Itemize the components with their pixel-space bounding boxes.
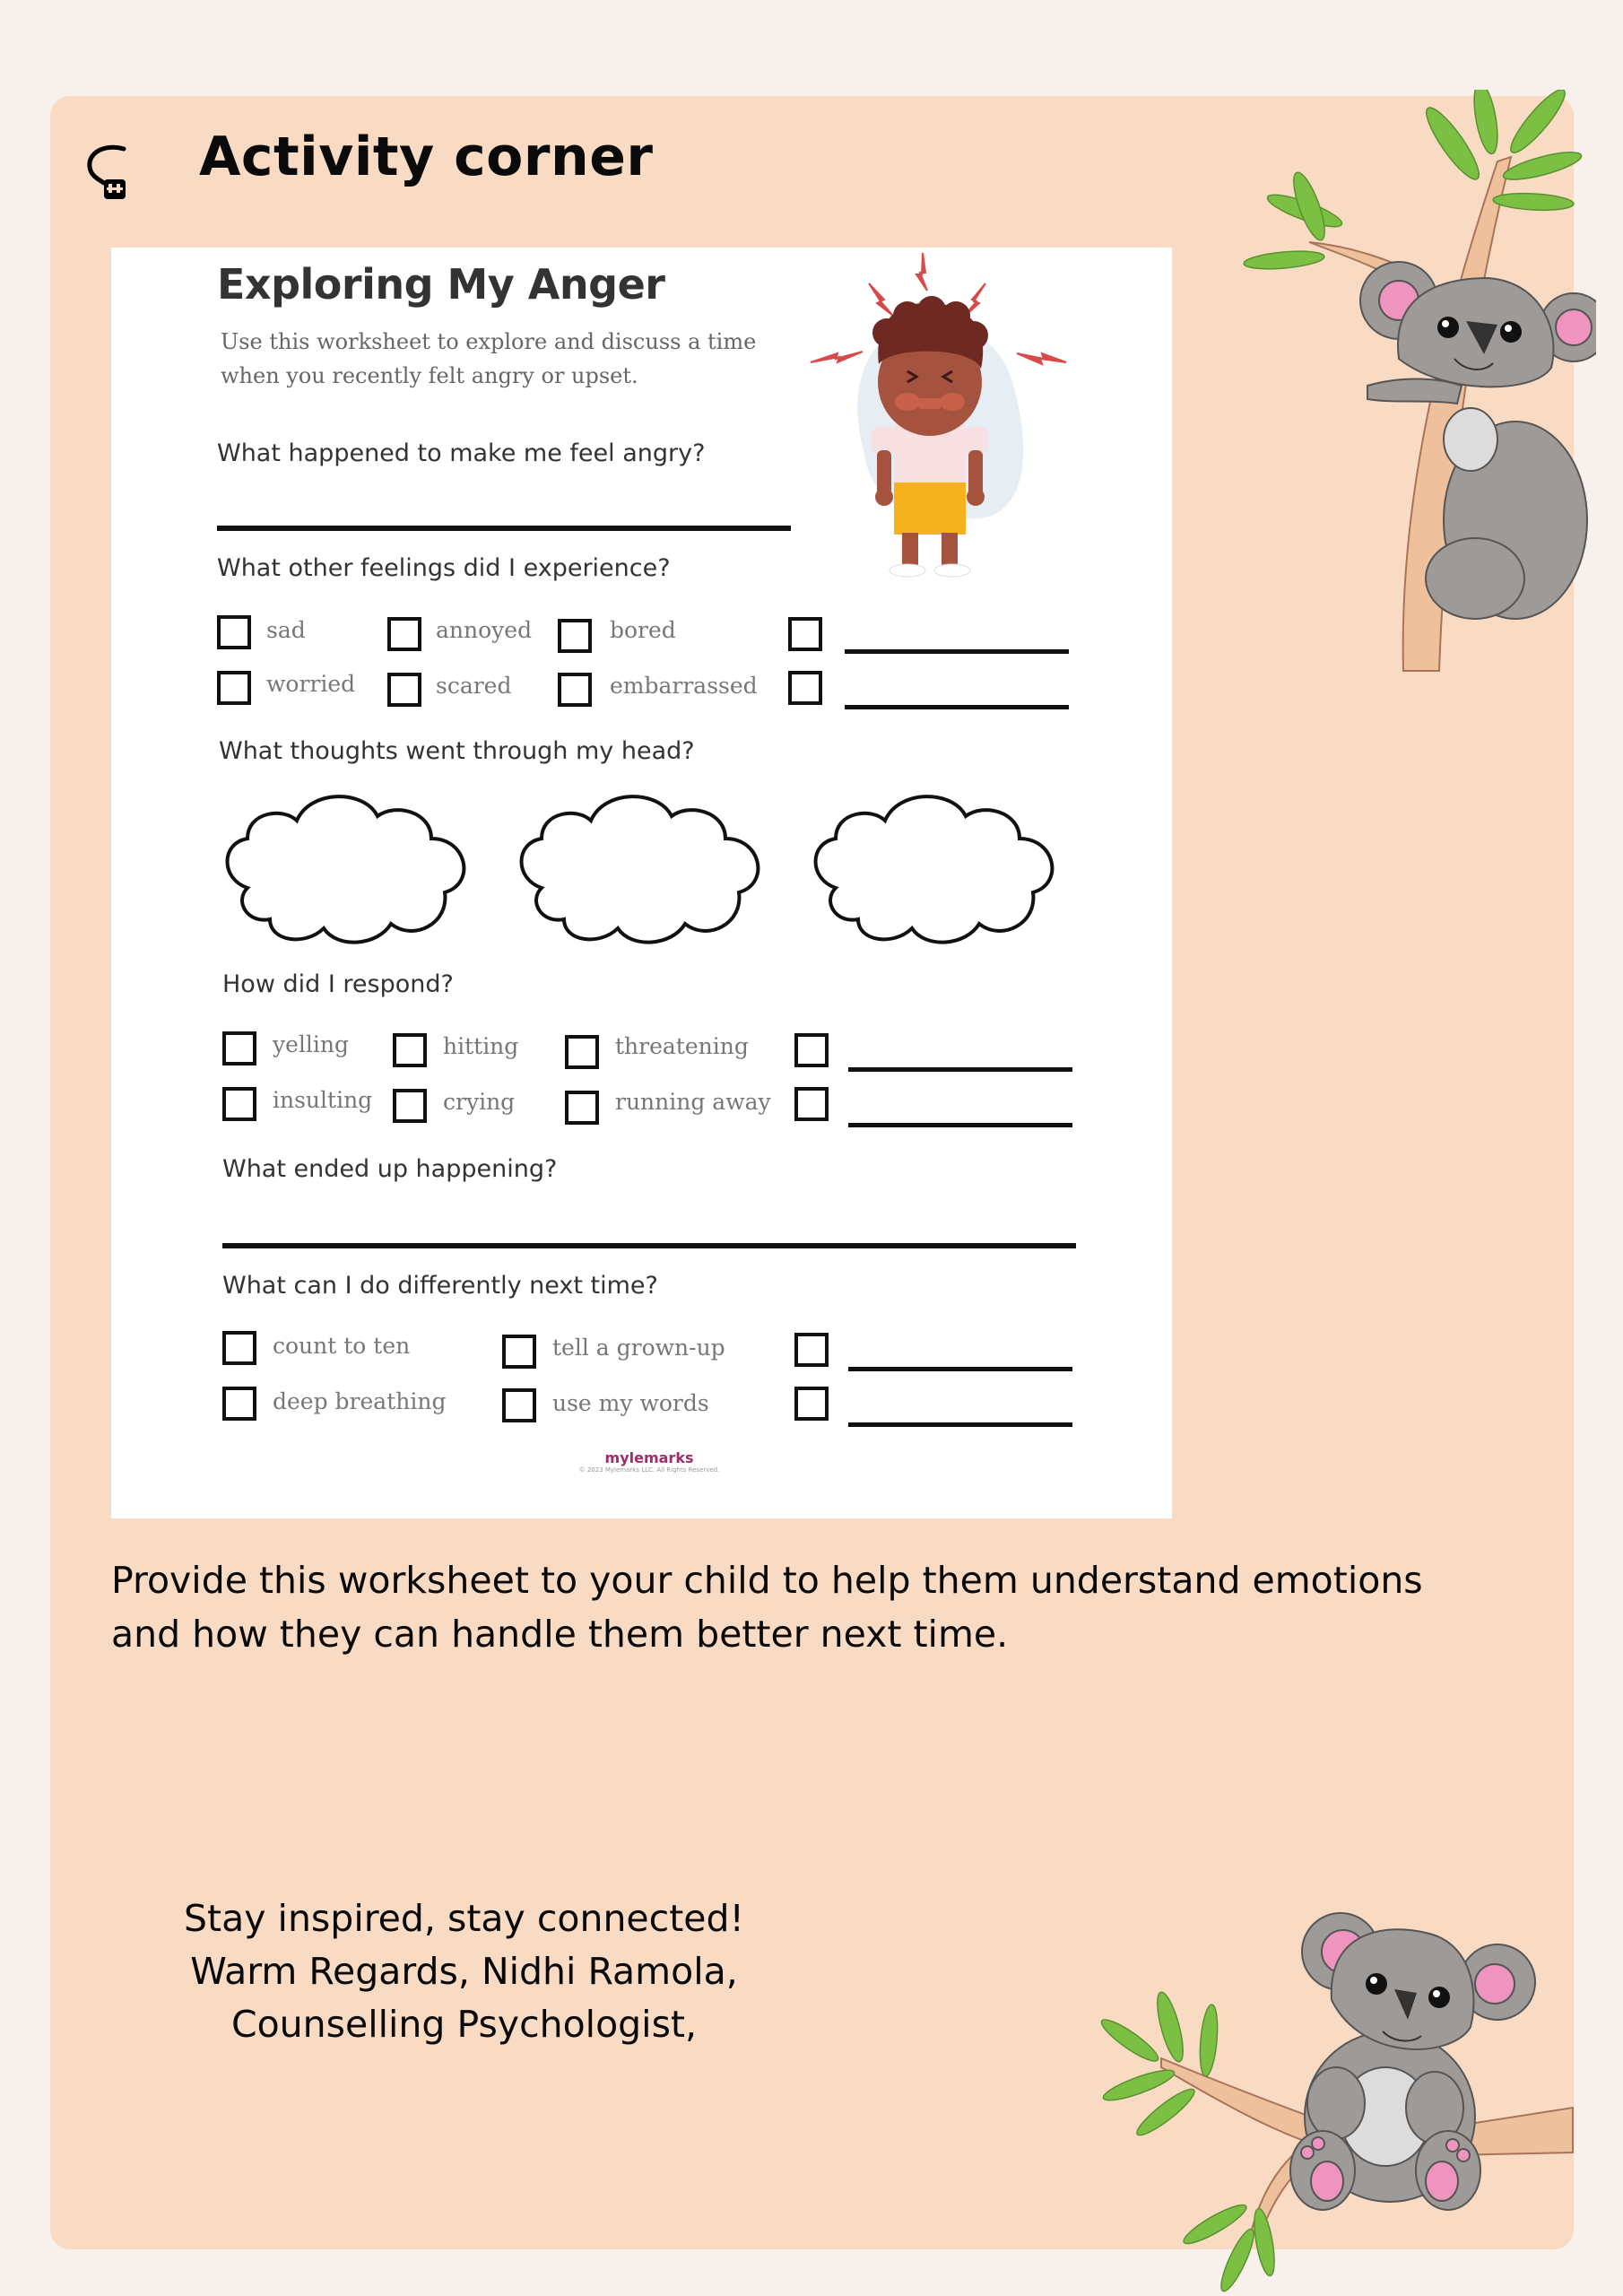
worksheet-subtitle	[221, 325, 756, 393]
description-line: and how they can handle them better next time.	[111, 1613, 1009, 1656]
option-label: crying	[443, 1089, 516, 1115]
checkbox-other[interactable]	[794, 1087, 829, 1121]
checkbox-threatening[interactable]	[565, 1035, 599, 1069]
thought-clouds	[215, 786, 1094, 947]
option-label: hitting	[443, 1033, 519, 1059]
thought-cloud	[522, 796, 759, 943]
checkbox-other[interactable]	[794, 1387, 829, 1421]
checkbox-count-to-ten[interactable]	[222, 1331, 256, 1365]
copyright-text: © 2023 Mylemarks LLC. All Rights Reserved.	[578, 1466, 720, 1474]
thought-cloud	[228, 796, 464, 943]
checkbox-other[interactable]	[788, 617, 822, 651]
question-thoughts: What thoughts went through my head?	[219, 737, 695, 765]
other-line[interactable]	[848, 1067, 1072, 1072]
worksheet-title: Exploring My Anger	[217, 260, 665, 309]
answer-line[interactable]	[217, 526, 791, 531]
checkbox-hitting[interactable]	[393, 1033, 427, 1067]
angry-boy-illustration	[802, 248, 1080, 579]
description-line: Provide this worksheet to your child to help them understand emotions	[111, 1559, 1423, 1602]
lightbulb-icon	[82, 142, 145, 204]
section-title: Activity corner	[199, 126, 654, 188]
worksheet-description	[111, 1553, 1423, 1661]
option-label: deep breathing	[273, 1388, 447, 1414]
checkbox-other[interactable]	[788, 671, 822, 705]
checkbox-yelling[interactable]	[222, 1031, 256, 1065]
subtitle-line: Use this worksheet to explore and discuss a time	[221, 329, 757, 354]
option-label: count to ten	[273, 1333, 411, 1359]
checkbox-sad[interactable]	[217, 615, 251, 649]
worksheet-image	[111, 248, 1172, 1518]
option-label: running away	[615, 1089, 771, 1115]
mylemarks-logo: mylemarks	[604, 1449, 694, 1466]
option-label: threatening	[615, 1033, 749, 1059]
worksheet-footer	[551, 1449, 748, 1474]
question-happened: What happened to make me feel angry?	[217, 439, 706, 467]
checkbox-annoyed[interactable]	[387, 617, 421, 651]
checkbox-tell-grown-up[interactable]	[502, 1335, 536, 1369]
other-line[interactable]	[845, 649, 1069, 654]
checkbox-running-away[interactable]	[565, 1091, 599, 1125]
signature-line: Warm Regards, Nidhi Ramola,	[190, 1950, 738, 1993]
checkbox-worried[interactable]	[217, 671, 251, 705]
other-line[interactable]	[848, 1367, 1072, 1371]
subtitle-line: when you recently felt angry or upset.	[221, 363, 638, 388]
checkbox-bored[interactable]	[558, 619, 592, 653]
checkbox-deep-breathing[interactable]	[222, 1387, 256, 1421]
answer-line[interactable]	[222, 1243, 1076, 1248]
option-label: use my words	[552, 1390, 709, 1416]
question-differently: What can I do differently next time?	[222, 1272, 658, 1300]
koala-sitting-icon	[1094, 1883, 1596, 2296]
checkbox-crying[interactable]	[393, 1089, 427, 1123]
option-label: bored	[610, 617, 676, 643]
koala-climbing-icon	[1219, 90, 1596, 673]
checkbox-other[interactable]	[794, 1333, 829, 1367]
other-line[interactable]	[848, 1123, 1072, 1127]
option-label: sad	[266, 617, 306, 643]
signature-block	[135, 1892, 794, 2051]
signature-line: Counselling Psychologist,	[230, 2003, 698, 2046]
other-line[interactable]	[848, 1422, 1072, 1427]
other-line[interactable]	[845, 705, 1069, 709]
checkbox-embarrassed[interactable]	[558, 673, 592, 707]
option-label: insulting	[273, 1087, 373, 1113]
checkbox-scared[interactable]	[387, 673, 421, 707]
checkbox-other[interactable]	[794, 1033, 829, 1067]
thought-cloud	[816, 796, 1053, 943]
signature-line: Stay inspired, stay connected!	[184, 1897, 744, 1940]
option-label: tell a grown-up	[552, 1335, 725, 1361]
question-ended: What ended up happening?	[222, 1155, 558, 1183]
option-label: annoyed	[436, 617, 533, 643]
question-respond: How did I respond?	[222, 970, 454, 998]
option-label: yelling	[273, 1031, 350, 1057]
checkbox-insulting[interactable]	[222, 1087, 256, 1121]
option-label: scared	[436, 673, 512, 699]
option-label: worried	[266, 671, 356, 697]
option-label: embarrassed	[610, 673, 758, 699]
checkbox-use-my-words[interactable]	[502, 1388, 536, 1422]
question-feelings: What other feelings did I experience?	[217, 554, 671, 582]
